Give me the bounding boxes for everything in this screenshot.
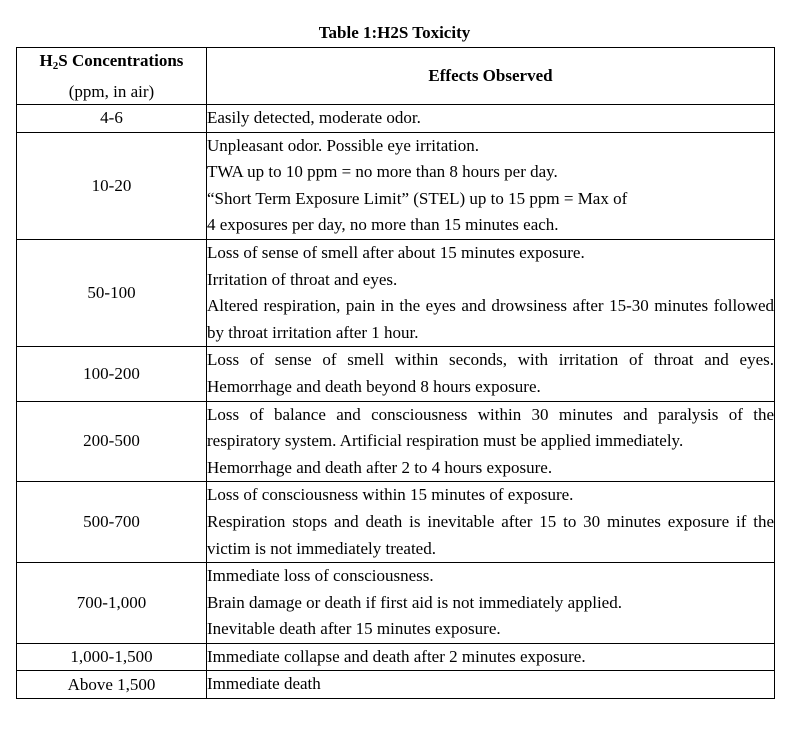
concentration-header-title: $H_2S$ Concentrations (39, 51, 184, 72)
effect-text: Irritation of throat and eyes. (207, 269, 398, 289)
effect-text: TWA up to 10 ppm = no more than 8 hours per day. (207, 162, 558, 182)
table-caption: Table 1:H2S Toxicity (318, 23, 471, 42)
effects-cell (207, 401, 775, 482)
concentration-cell (17, 132, 207, 239)
effects-cell (207, 482, 775, 563)
effect-text: Altered respiration, pain in the eyes and drowsiness after 15-30 minutes followed by throat irritation after 1 hour. (207, 296, 774, 342)
effects-cell (207, 563, 775, 644)
effects-column-header: Effects Observed (207, 48, 775, 105)
effects-cell (207, 347, 775, 401)
concentration-value: 500-700 (83, 512, 140, 532)
concentration-value: 700-1,000 (76, 592, 147, 612)
concentration-column-header (17, 48, 207, 105)
effect-text: “Short Term Exposure Limit” (STEL) up to 15 ppm = Max of (207, 188, 628, 208)
table-row (17, 563, 775, 644)
effects-cell (207, 105, 775, 133)
effect-text: Immediate death (207, 674, 321, 694)
effect-text: Brain damage or death if first aid is not immediately applied. (207, 592, 622, 612)
effect-text: 4 exposures per day, no more than 15 minutes each. (207, 215, 559, 235)
effect-text: Respiration stops and death is inevitable after 15 to 30 minutes exposure if the victim is not immediately treated. (207, 511, 774, 558)
h2s-toxicity-table (16, 47, 775, 699)
table-row (17, 132, 775, 239)
concentration-header-units: (ppm, in air) (68, 82, 155, 101)
concentration-value: 1,000-1,500 (70, 647, 153, 667)
effects-cell (207, 132, 775, 239)
concentration-cell (17, 347, 207, 401)
effect-text: Hemorrhage and death after 2 to 4 hours exposure. (207, 457, 553, 477)
table-header-row (17, 48, 775, 105)
effect-text: Easily detected, moderate odor. (207, 108, 421, 127)
effect-text: Loss of sense of smell within seconds, with irritation of throat and eyes. Hemorrhage and death beyond 8 hours exposure. (207, 350, 774, 396)
concentration-value: 4-6 (100, 108, 123, 128)
concentration-cell (17, 643, 207, 671)
table-row (17, 239, 775, 346)
effect-text: Immediate collapse and death after 2 minutes exposure. (207, 646, 586, 666)
table-row (17, 105, 775, 133)
concentration-cell (17, 401, 207, 482)
effect-text: Loss of consciousness within 15 minutes of exposure. (207, 485, 574, 505)
concentration-value: Above 1,500 (67, 674, 156, 694)
effect-text: Loss of balance and consciousness within 30 minutes and paralysis of the respiratory system. Artificial respiration must be applied immediately. (207, 404, 774, 451)
concentration-cell (17, 239, 207, 346)
concentration-value: 50-100 (87, 283, 136, 303)
concentration-value: 100-200 (83, 363, 140, 383)
concentration-value: 200-500 (83, 431, 140, 451)
concentration-cell (17, 482, 207, 563)
concentration-cell (17, 105, 207, 133)
concentration-cell (17, 671, 207, 699)
table-row (17, 671, 775, 699)
effects-cell (207, 239, 775, 346)
table-row (17, 401, 775, 482)
table-row (17, 643, 775, 671)
effect-text: Inevitable death after 15 minutes exposure. (207, 619, 501, 639)
effect-text: Immediate loss of consciousness. (207, 566, 434, 586)
effects-cell (207, 643, 775, 671)
concentration-value: 10-20 (91, 175, 132, 195)
table-row (17, 482, 775, 563)
effects-cell (207, 671, 775, 699)
concentration-cell (17, 563, 207, 644)
effect-text: Loss of sense of smell after about 15 minutes exposure. (207, 242, 585, 262)
table-row (17, 347, 775, 401)
effect-text: Unpleasant odor. Possible eye irritation. (207, 135, 479, 155)
